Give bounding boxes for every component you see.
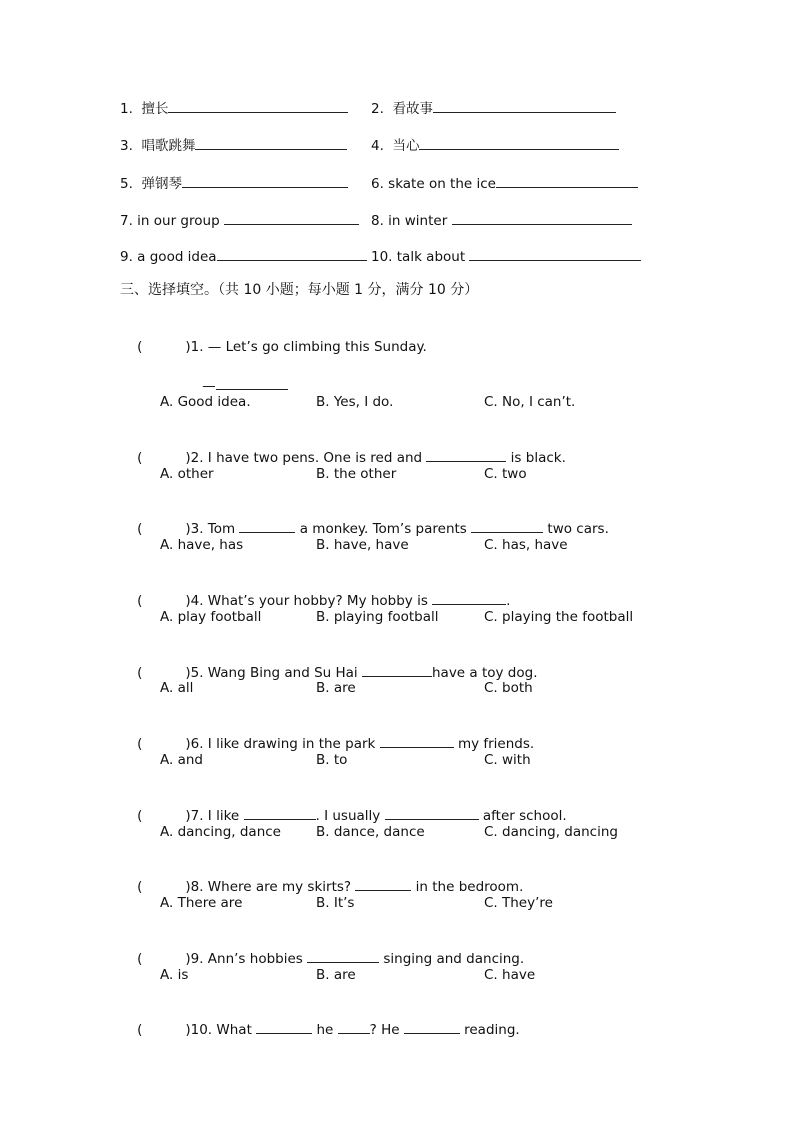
vocab-item: 9. a good idea — [120, 246, 367, 266]
option[interactable]: C. have — [484, 967, 536, 983]
option[interactable]: B. have, have — [316, 537, 409, 553]
option[interactable]: A. have, has — [160, 537, 244, 553]
option[interactable]: B. Yes, I do. — [316, 394, 394, 410]
answer-blank[interactable] — [195, 135, 347, 150]
option[interactable]: A. and — [160, 752, 203, 768]
option[interactable]: B. the other — [316, 466, 397, 482]
answer-blank[interactable] — [168, 98, 348, 113]
answer-blank[interactable] — [244, 805, 316, 820]
answer-blank[interactable] — [432, 590, 506, 605]
answer-blank[interactable] — [182, 173, 348, 188]
option[interactable]: C. They’re — [484, 895, 553, 911]
answer-blank[interactable] — [419, 135, 619, 150]
answer-blank[interactable] — [385, 805, 479, 820]
reply-line: — — [185, 357, 288, 413]
question-row: ( )8. Where are my skirts? in the bedroom. — [120, 858, 523, 914]
option[interactable]: A. is — [160, 967, 189, 983]
answer-blank[interactable] — [355, 876, 411, 891]
answer-blank[interactable] — [217, 246, 367, 261]
answer-paren[interactable]: ( ) — [137, 879, 191, 895]
vocab-item: 4. 当心 — [371, 135, 619, 155]
answer-paren[interactable]: ( ) — [137, 1022, 191, 1038]
question-row: ( )2. I have two pens. One is red and is black. — [120, 429, 566, 485]
option[interactable]: B. It’s — [316, 895, 355, 911]
answer-blank[interactable] — [338, 1019, 370, 1034]
answer-blank[interactable] — [239, 518, 295, 533]
option[interactable]: A. other — [160, 466, 214, 482]
question-row: ( )9. Ann’s hobbies singing and dancing. — [120, 930, 524, 986]
option[interactable]: A. play football — [160, 609, 262, 625]
answer-paren[interactable]: ( ) — [137, 951, 191, 967]
option[interactable]: C. both — [484, 680, 533, 696]
section-title: 三、选择填空。（共 10 小题；每小题 1 分，满分 10 分） — [120, 282, 479, 298]
answer-blank[interactable] — [216, 375, 288, 390]
option[interactable]: B. playing football — [316, 609, 439, 625]
answer-paren[interactable]: ( ) — [137, 808, 191, 824]
question-row: ( )7. I like . I usually after school. — [120, 787, 567, 843]
answer-blank[interactable] — [433, 98, 616, 113]
answer-blank[interactable] — [224, 210, 359, 225]
option[interactable]: C. two — [484, 466, 527, 482]
option[interactable]: A. all — [160, 680, 194, 696]
question-row: ( )1. — Let’s go climbing this Sunday. — [137, 339, 427, 355]
answer-blank[interactable] — [380, 733, 454, 748]
option[interactable]: C. No, I can’t. — [484, 394, 576, 410]
vocab-item: 1. 擅长 — [120, 98, 348, 118]
answer-paren[interactable]: ( ) — [137, 736, 191, 752]
vocab-item: 7. in our group — [120, 210, 359, 230]
option[interactable]: C. has, have — [484, 537, 568, 553]
answer-paren[interactable]: ( ) — [137, 339, 191, 355]
answer-blank[interactable] — [496, 173, 638, 188]
option[interactable]: B. are — [316, 967, 356, 983]
option[interactable]: A. Good idea. — [160, 394, 251, 410]
option[interactable]: C. with — [484, 752, 531, 768]
vocab-item: 8. in winter — [371, 210, 632, 230]
option[interactable]: B. dance, dance — [316, 824, 425, 840]
vocab-item: 2. 看故事 — [371, 98, 616, 118]
option[interactable]: C. dancing, dancing — [484, 824, 618, 840]
option[interactable]: B. are — [316, 680, 356, 696]
answer-blank[interactable] — [362, 662, 432, 677]
question-row: ( )3. Tom a monkey. Tom’s parents two cars. — [120, 500, 609, 556]
option[interactable]: A. dancing, dance — [160, 824, 281, 840]
answer-blank[interactable] — [307, 948, 379, 963]
answer-paren[interactable]: ( ) — [137, 665, 191, 681]
answer-paren[interactable]: ( ) — [137, 593, 191, 609]
answer-blank[interactable] — [426, 447, 506, 462]
vocab-item: 10. talk about — [371, 246, 641, 266]
answer-blank[interactable] — [452, 210, 632, 225]
question-row: ( )6. I like drawing in the park my friends. — [120, 715, 534, 771]
answer-blank[interactable] — [404, 1019, 460, 1034]
option[interactable]: B. to — [316, 752, 348, 768]
answer-blank[interactable] — [256, 1019, 312, 1034]
answer-paren[interactable]: ( ) — [137, 521, 191, 537]
question-row: ( )5. Wang Bing and Su Hai have a toy dog. — [120, 644, 538, 700]
question-row: ( )4. What’s your hobby? My hobby is . — [120, 572, 510, 628]
answer-blank[interactable] — [471, 518, 543, 533]
answer-blank[interactable] — [469, 246, 641, 261]
vocab-item: 5. 弹钢琴 — [120, 173, 348, 193]
vocab-item: 3. 唱歌跳舞 — [120, 135, 347, 155]
answer-paren[interactable]: ( ) — [137, 450, 191, 466]
option[interactable]: C. playing the football — [484, 609, 634, 625]
question-row: ( )10. What he ? He reading. — [120, 1001, 520, 1057]
option[interactable]: A. There are — [160, 895, 243, 911]
vocab-item: 6. skate on the ice — [371, 173, 638, 193]
